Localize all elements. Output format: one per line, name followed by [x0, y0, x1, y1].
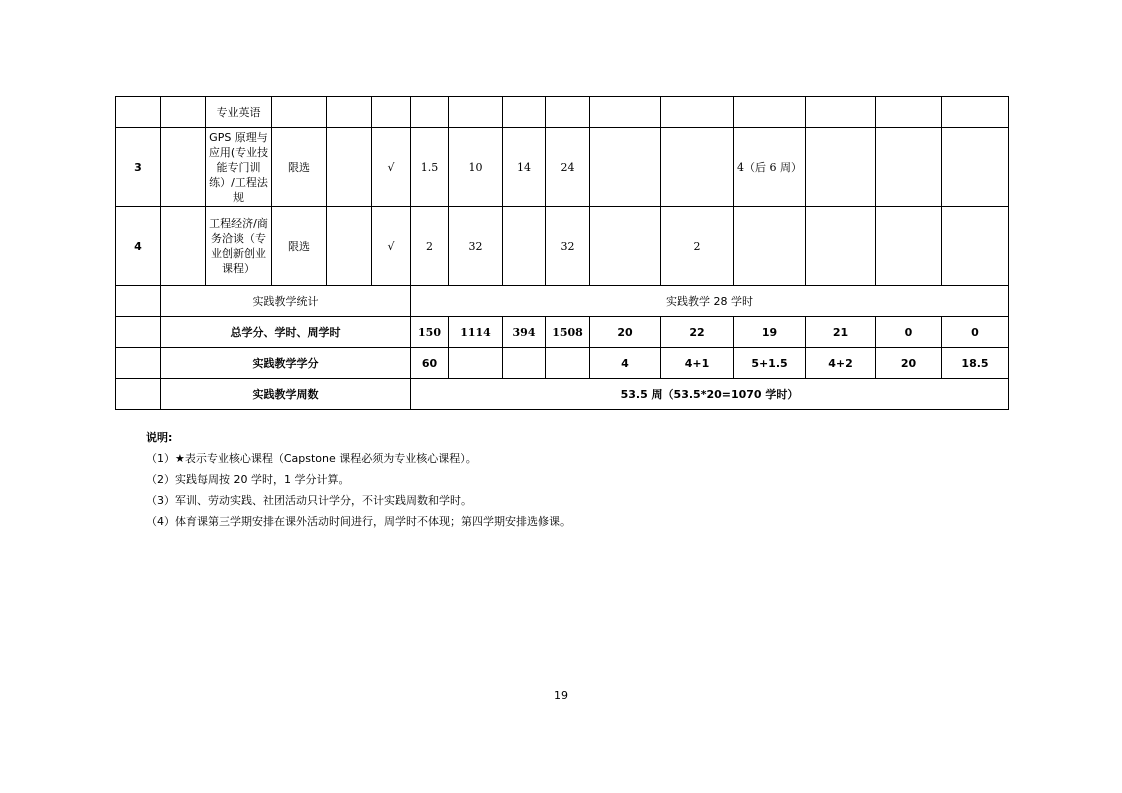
total-theory: 1114 [449, 317, 503, 348]
total-hours: 1508 [546, 317, 590, 348]
notes-title: 说明: [146, 431, 173, 444]
practice-credit-semester-3: 5+1.5 [734, 348, 806, 379]
table-row [116, 286, 1009, 317]
row-number: 3 [116, 128, 161, 207]
table-row [116, 128, 1009, 207]
row-number: 4 [116, 207, 161, 286]
course-type-cell: 限选 [272, 207, 327, 286]
page-number: 19 [554, 689, 568, 702]
course-type-cell: 限选 [272, 128, 327, 207]
practice-stat-value: 实践教学 28 学时 [411, 286, 1009, 317]
table-row [116, 379, 1009, 410]
table-row [116, 348, 1009, 379]
practice-credit-semester-1: 4 [590, 348, 661, 379]
total-semester-3: 19 [734, 317, 806, 348]
practice-credit-semester-6: 18.5 [942, 348, 1009, 379]
practice-stat-label: 实践教学统计 [161, 286, 411, 317]
note-item: （3）军训、劳动实践、社团活动只计学分，不计实践周数和学时。 [146, 494, 472, 507]
table-row [116, 97, 1009, 128]
practice-credit-total: 60 [411, 348, 449, 379]
course-name-cell: 专业英语 [206, 97, 272, 128]
curriculum-table [115, 96, 1009, 410]
total-hours-cell: 32 [546, 207, 590, 286]
notes-section [146, 427, 571, 532]
table-row [116, 317, 1009, 348]
practice-hours-cell: 14 [503, 128, 546, 207]
theory-hours-cell: 32 [449, 207, 503, 286]
credit-cell: 1.5 [411, 128, 449, 207]
semester-hours-cell: 2 [661, 207, 734, 286]
check-mark: √ [372, 128, 411, 207]
total-credit: 150 [411, 317, 449, 348]
practice-credit-semester-5: 20 [876, 348, 942, 379]
check-mark: √ [372, 207, 411, 286]
practice-credit-semester-2: 4+1 [661, 348, 734, 379]
semester-hours-cell: 4（后 6 周） [734, 128, 806, 207]
theory-hours-cell: 10 [449, 128, 503, 207]
total-practice: 394 [503, 317, 546, 348]
note-item: （4）体育课第三学期安排在课外活动时间进行，周学时不体现；第四学期安排选修课。 [146, 515, 571, 528]
total-hours-cell: 24 [546, 128, 590, 207]
course-name-cell: GPS 原理与应用(专业技能专门训练）/工程法规 [206, 128, 272, 207]
total-semester-2: 22 [661, 317, 734, 348]
table-row [116, 207, 1009, 286]
practice-weeks-label: 实践教学周数 [161, 379, 411, 410]
note-item: （1）★表示专业核心课程（Capstone 课程必须为专业核心课程）。 [146, 452, 477, 465]
practice-credit-semester-4: 4+2 [806, 348, 876, 379]
total-semester-5: 0 [876, 317, 942, 348]
totals-label: 总学分、学时、周学时 [161, 317, 411, 348]
practice-weeks-value: 53.5 周（53.5*20=1070 学时） [411, 379, 1009, 410]
course-name-cell: 工程经济/商务洽谈（专业创新创业课程） [206, 207, 272, 286]
practice-credit-label: 实践教学学分 [161, 348, 411, 379]
total-semester-6: 0 [942, 317, 1009, 348]
total-semester-4: 21 [806, 317, 876, 348]
note-item: （2）实践每周按 20 学时，1 学分计算。 [146, 473, 350, 486]
total-semester-1: 20 [590, 317, 661, 348]
credit-cell: 2 [411, 207, 449, 286]
